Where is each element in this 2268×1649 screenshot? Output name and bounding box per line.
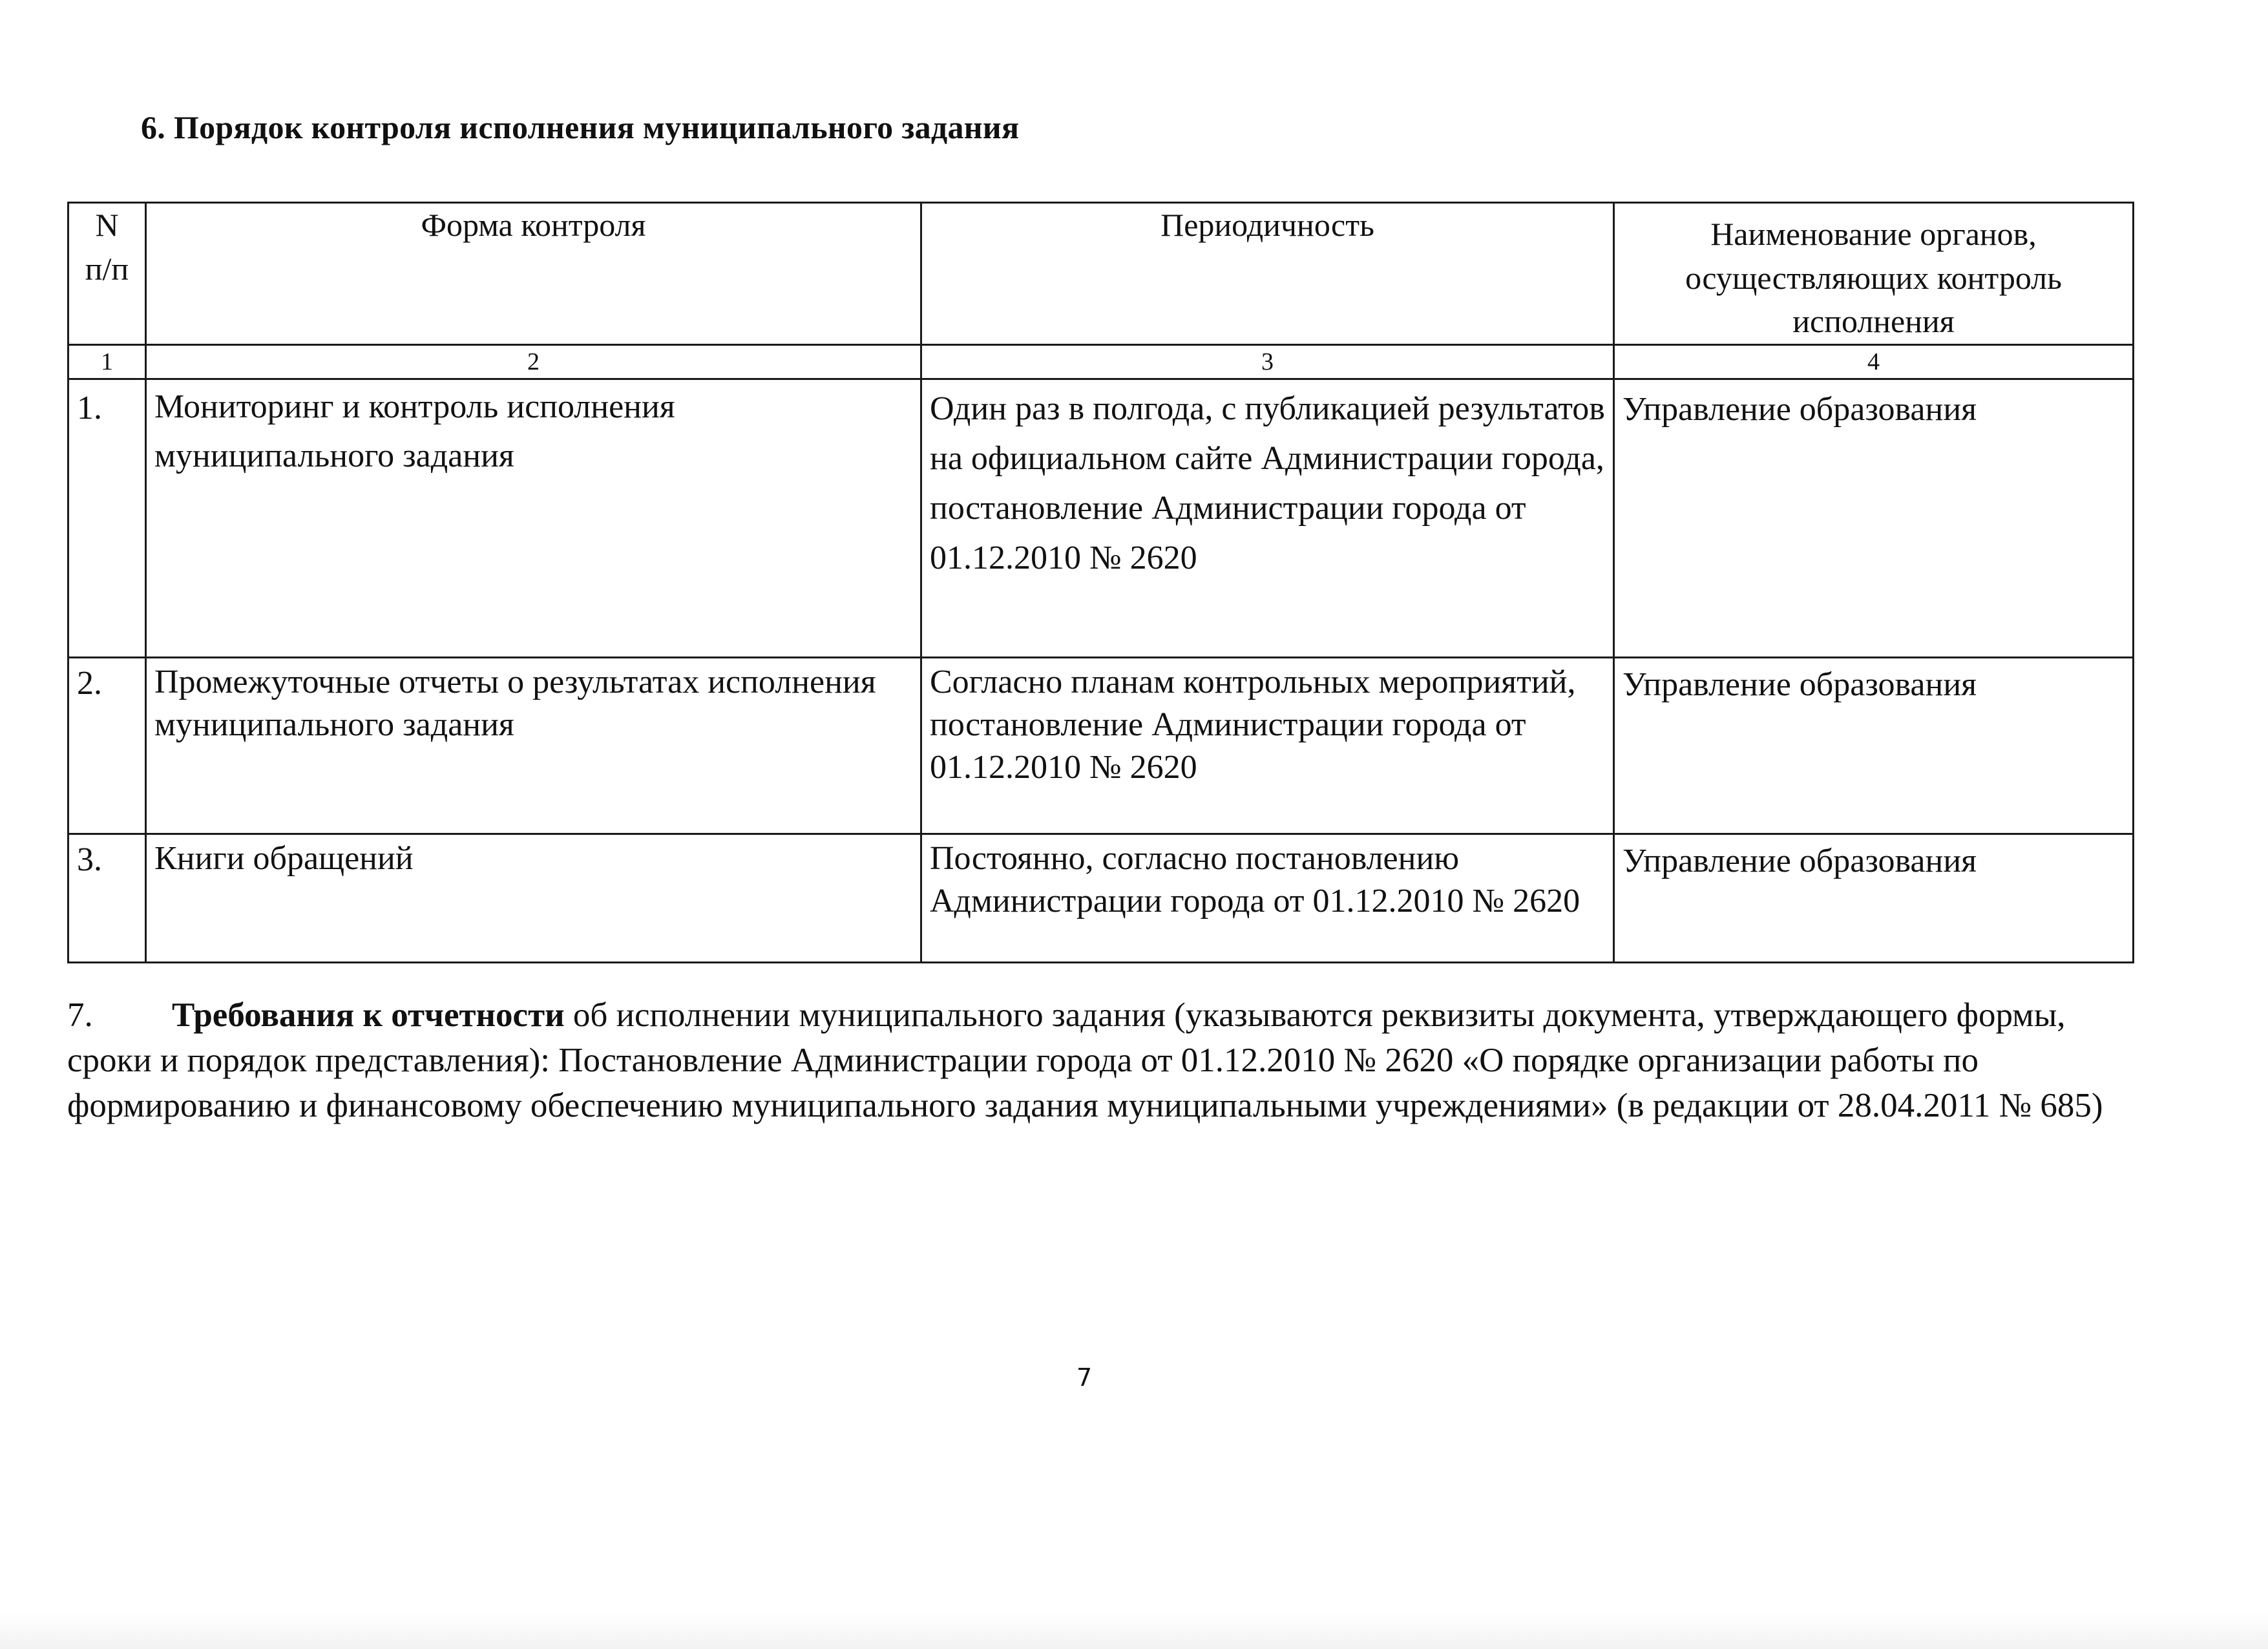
page-number: 7 [1076,1363,1093,1392]
table-row [68,834,2134,962]
row-organ [1614,379,2134,657]
row-form-text: Книги обращений [154,839,414,877]
row-number-text: 1. [77,389,102,426]
row-period [921,834,1614,962]
row-period-text: Согласно планам контрольных мероприятий, постановление Администрации города от 01.12.2010 № 2620 [930,663,1576,786]
row-organ [1614,657,2134,834]
section-7-text: об исполнении муниципального задания (указываются реквизиты документа, утверждающего формы, сроки и порядок представления): Постановление Администрации города от 01.12.2010 № 2620 «О порядке организации работы по формированию и финансовому обеспечению муниципального задания муниципальными учреждениями» (в редакции от 28.04.2011 № 685) [67,996,2103,1124]
column-number: 1 [68,344,146,379]
row-period-text: Постоянно, согласно постановлению Администрации города от 01.12.2010 № 2620 [930,839,1580,919]
row-form [146,657,921,834]
scan-bottom-edge [0,1613,2268,1649]
row-number [68,834,146,962]
header-num: N п/п [68,203,146,345]
section-7-heading: Требования к отчетности [172,996,565,1034]
column-number: 2 [146,344,921,379]
column-number: 4 [1614,344,2134,379]
section-6-title: 6. Порядок контроля исполнения муниципального задания [141,109,1020,145]
row-form-text: Промежуточные отчеты о результатах исполнения муниципального задания [154,663,876,743]
column-number: 3 [921,344,1614,379]
row-number-text: 2. [77,664,102,702]
row-form [146,834,921,962]
row-organ [1614,834,2134,962]
row-form-text: Мониторинг и контроль исполнения муниципального задания [154,388,675,474]
table-header-row [68,203,2134,345]
row-organ-text: Управление образования [1622,666,1977,703]
row-period [921,657,1614,834]
header-form: Форма контроля [146,203,921,345]
row-period-text: Один раз в полгода, с публикацией результатов на официальном сайте Администрации города, постановление Администрации города от 01.12.2010 № 2620 [930,390,1605,576]
row-form [146,379,921,657]
section-7-number: 7. [67,996,93,1034]
table-row [68,379,2134,657]
column-numbers-row [68,344,2134,379]
row-number-text: 3. [77,841,102,878]
row-organ-text: Управление образования [1622,842,1977,879]
control-table [67,202,2134,963]
header-organ: Наименование органов, осуществляющих контроль исполнения [1614,203,2134,345]
section-7-paragraph [67,993,2141,1128]
row-number [68,657,146,834]
row-period [921,379,1614,657]
row-organ-text: Управление образования [1622,390,1977,428]
header-period: Периодичность [921,203,1614,345]
row-number [68,379,146,657]
table-row [68,657,2134,834]
